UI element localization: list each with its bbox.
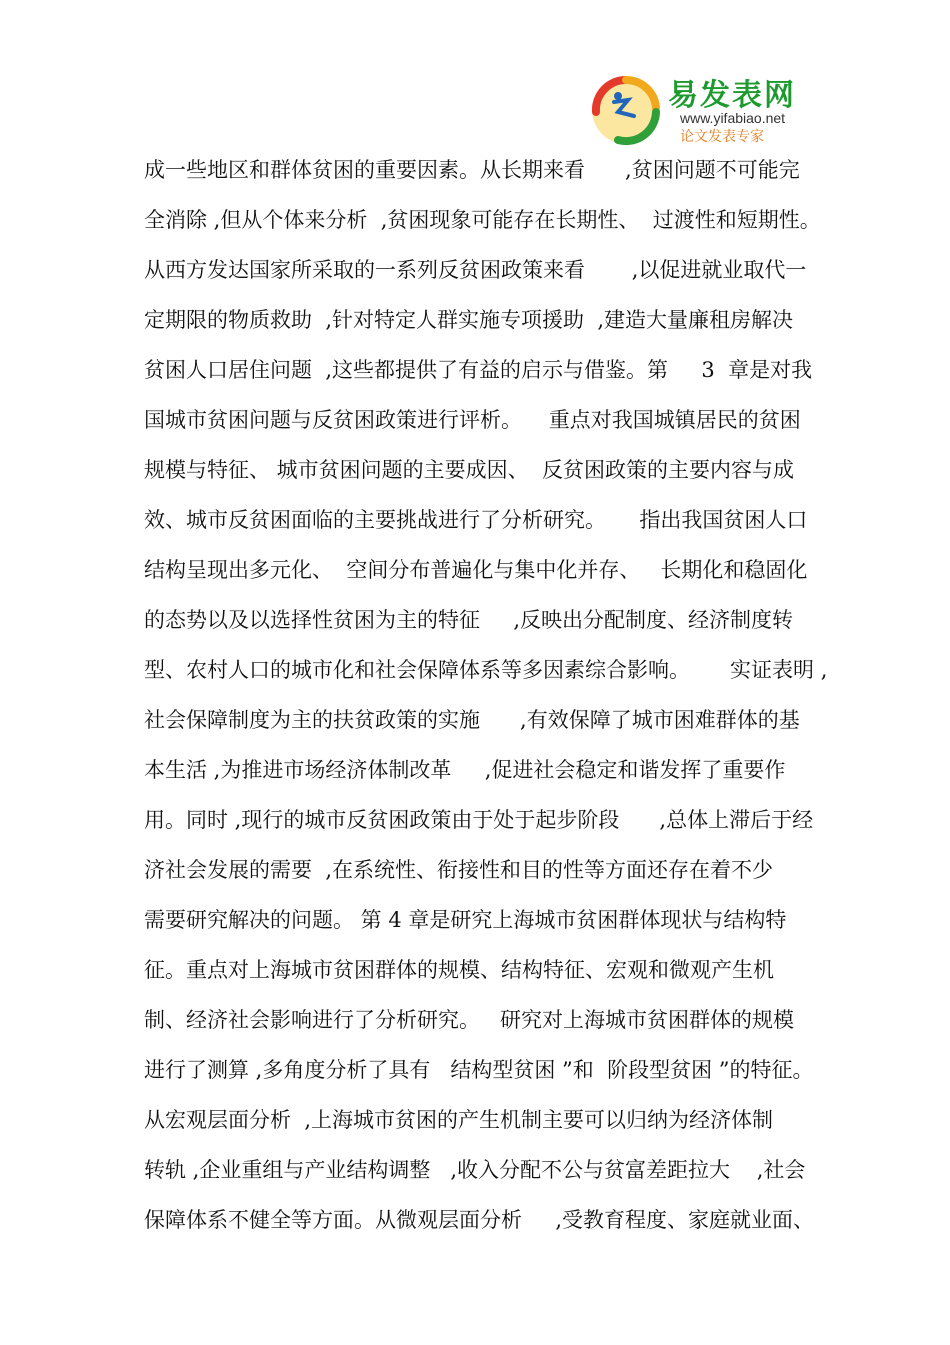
text-line: 成一些地区和群体贫困的重要因素。从长期来看 ,贫困问题不可能完 (144, 158, 800, 182)
text-line: 进行了测算 ,多角度分析了具有 结构型贫困 ”和 阶段型贫困 ”的特征。 (144, 1058, 814, 1082)
text-line: 社会保障制度为主的扶贫政策的实施 ,有效保障了城市困难群体的基 (144, 708, 800, 732)
text-line: 需要研究解决的问题。 第 4 章是研究上海城市贫困群体现状与结构特 (144, 908, 787, 932)
logo-url: www.yifabiao.net (680, 110, 786, 126)
text-line: 从西方发达国家所采取的一系列反贫困政策来看 ,以促进就业取代一 (144, 258, 807, 282)
text-line: 国城市贫困问题与反贫困政策进行评析。 重点对我国城镇居民的贫困 (144, 408, 801, 432)
text-line: 贫困人口居住问题 ,这些都提供了有益的启示与借鉴。第 3 章是对我 (144, 358, 813, 382)
site-logo (588, 68, 808, 150)
text-line: 保障体系不健全等方面。从微观层面分析 ,受教育程度、家庭就业面、 (144, 1208, 815, 1232)
text-line: 从宏观层面分析 ,上海城市贫困的产生机制主要可以归纳为经济体制 (144, 1108, 774, 1132)
text-line: 定期限的物质救助 ,针对特定人群实施专项援助 ,建造大量廉租房解决 (144, 308, 794, 332)
document-body (144, 152, 828, 1252)
logo-title: 易发表网 (668, 78, 796, 113)
text-line: 全消除 ,但从个体来分析 ,贫困现象可能存在长期性、 过渡性和短期性。 (144, 208, 821, 232)
text-line: 转轨 ,企业重组与产业结构调整 ,收入分配不公与贫富差距拉大 ,社会 (144, 1158, 806, 1182)
logo-slogan: 论文发表专家 (680, 129, 764, 145)
text-line: 型、农村人口的城市化和社会保障体系等多因素综合影响。 实证表明 , (144, 658, 828, 682)
text-line: 效、城市反贫困面临的主要挑战进行了分析研究。 指出我国贫困人口 (144, 508, 808, 532)
text-line: 征。重点对上海城市贫困群体的规模、结构特征、宏观和微观产生机 (144, 958, 774, 982)
text-line: 用。同时 ,现行的城市反贫困政策由于处于起步阶段 ,总体上滞后于经 (144, 808, 814, 832)
text-line: 的态势以及以选择性贫困为主的特征 ,反映出分配制度、经济制度转 (144, 608, 794, 632)
text-line: 规模与特征、 城市贫困问题的主要成因、 反贫困政策的主要内容与成 (144, 458, 795, 482)
text-line: 制、经济社会影响进行了分析研究。 研究对上海城市贫困群体的规模 (144, 1008, 795, 1032)
text-line: 结构呈现出多元化、 空间分布普遍化与集中化并存、 长期化和稳固化 (144, 558, 808, 582)
text-line: 本生活 ,为推进市场经济体制改革 ,促进社会稳定和谐发挥了重要作 (144, 758, 786, 782)
logo-emblem-icon (588, 72, 666, 148)
text-line: 济社会发展的需要 ,在系统性、衔接性和目的性等方面还存在着不少 (144, 858, 774, 882)
